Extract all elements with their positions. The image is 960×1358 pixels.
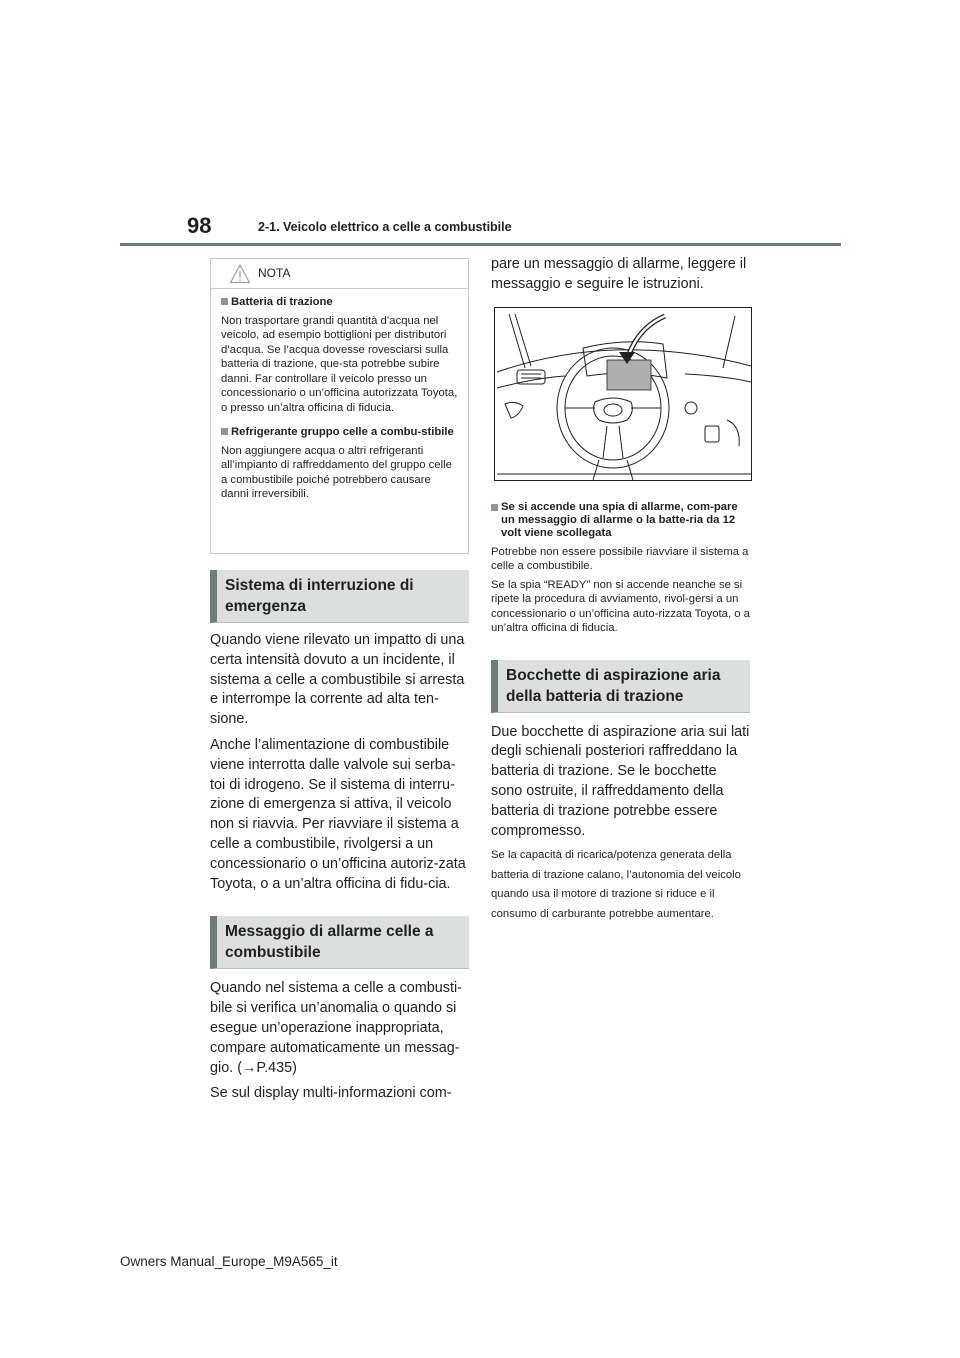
- footer-text: Owners Manual_Europe_M9A565_it: [120, 1254, 338, 1269]
- paragraph: Quando nel sistema a celle a combusti-bile si verifica un’anomalia o quando si esegue un’operazione inappropriata, compare automaticamente un messag-gio. (→P.435): [210, 980, 462, 1076]
- section-heading-text: Bocchette di aspirazione aria della batteria di trazione: [506, 666, 721, 705]
- paragraph: Se la spia “READY” non si accende neanche se si ripete la procedura di avviamento, rivol-gersi a un concessionario o un’officina auto-rizzata Toyota, o a un’altra officina di fiducia.: [491, 578, 750, 635]
- header-divider: [120, 243, 841, 246]
- section-heading-text: Sistema di interruzione di emergenza: [225, 577, 414, 615]
- section-title: 2-1. Veicolo elettrico a celle a combustibile: [258, 220, 512, 234]
- paragraph: Potrebbe non essere possibile riavviare il sistema a celle a combustibile.: [491, 545, 749, 573]
- dashboard-illustration: [494, 307, 752, 481]
- paragraph: pare un messaggio di allarme, leggere il messaggio e seguire le istruzioni.: [491, 256, 747, 292]
- note-item-title: [221, 425, 458, 440]
- warning-triangle-icon: [229, 263, 251, 285]
- right-column: [491, 255, 750, 924]
- note-item-text: Non trasportare grandi quantità d’acqua nel veicolo, ad esempio bottiglioni per distributori d’acqua. Se l’acqua dovesse rovesciarsi sulla batteria di trazione, que-sta potrebbe subire danni. Far controllare il veicolo presso un concessionario o un’officina autorizzata Toyota, o presso un’altra officina di fiducia.: [221, 314, 458, 414]
- subsection-title: [491, 501, 750, 540]
- page-number: 98: [187, 213, 212, 238]
- note-item-title: [221, 295, 458, 310]
- section-heading-vents: [491, 660, 750, 713]
- note-body: [211, 289, 468, 502]
- paragraph: Se sul display multi-informazioni com-: [210, 1085, 452, 1102]
- paragraph: Quando viene rilevato un impatto di una certa intensità dovuto a un incidente, il sistema a celle a combustibile si arresta e interrompe la corrente ad alta ten-sione.: [210, 632, 465, 728]
- note-item-title-text: Refrigerante gruppo celle a combu-stibile: [231, 426, 454, 438]
- subsection-title-text: Se si accende una spia di allarme, com-pare un messaggio di allarme o la batte-ria da 12 volt viene scollegata: [501, 500, 738, 539]
- note-item-title-text: Batteria di trazione: [231, 296, 333, 308]
- left-column: [210, 258, 469, 1104]
- note-item-text: Non aggiungere acqua o altri refrigeranti all’impianto di raffreddamento del gruppo celle a combustibile poiché potrebbero causare danni irreversibili.: [221, 444, 452, 500]
- note-box: [210, 258, 469, 554]
- dashboard-drawing: [495, 308, 752, 481]
- section-heading-emergency: [210, 570, 469, 623]
- paragraph: Due bocchette di aspirazione aria sui lati degli schienali posteriori raffreddano la batteria di trazione. Se le bocchette sono ostruite, il raffreddamento della batteria di trazione potrebbe essere compromesso.: [491, 723, 750, 839]
- bullet-square-icon: [221, 298, 228, 305]
- section-heading-alarm: [210, 916, 469, 969]
- bullet-square-icon: [221, 428, 228, 435]
- note-label: NOTA: [258, 266, 291, 280]
- paragraph: Anche l’alimentazione di combustibile viene interrotta dalle valvole sui serba-toi di idrogeno. Se il sistema di interru-zione di emergenza si attiva, il veicolo non si riavvia. Per riavviare il sistema a celle a combustibile, rivolgersi a un concessionario o un’officina autoriz-zata Toyota, o a un’altra officina di fidu-cia.: [210, 736, 466, 892]
- note-header: [211, 259, 468, 289]
- section-heading-text: Messaggio di allarme celle a combustibile: [225, 923, 434, 962]
- paragraph: Se la capacità di ricarica/potenza generata della batteria di trazione calano, l’autonomia del veicolo quando usa il motore di trazione si riduce e il consumo di carburante potrebbe aumentare.: [491, 849, 741, 920]
- bullet-square-icon: [491, 504, 498, 511]
